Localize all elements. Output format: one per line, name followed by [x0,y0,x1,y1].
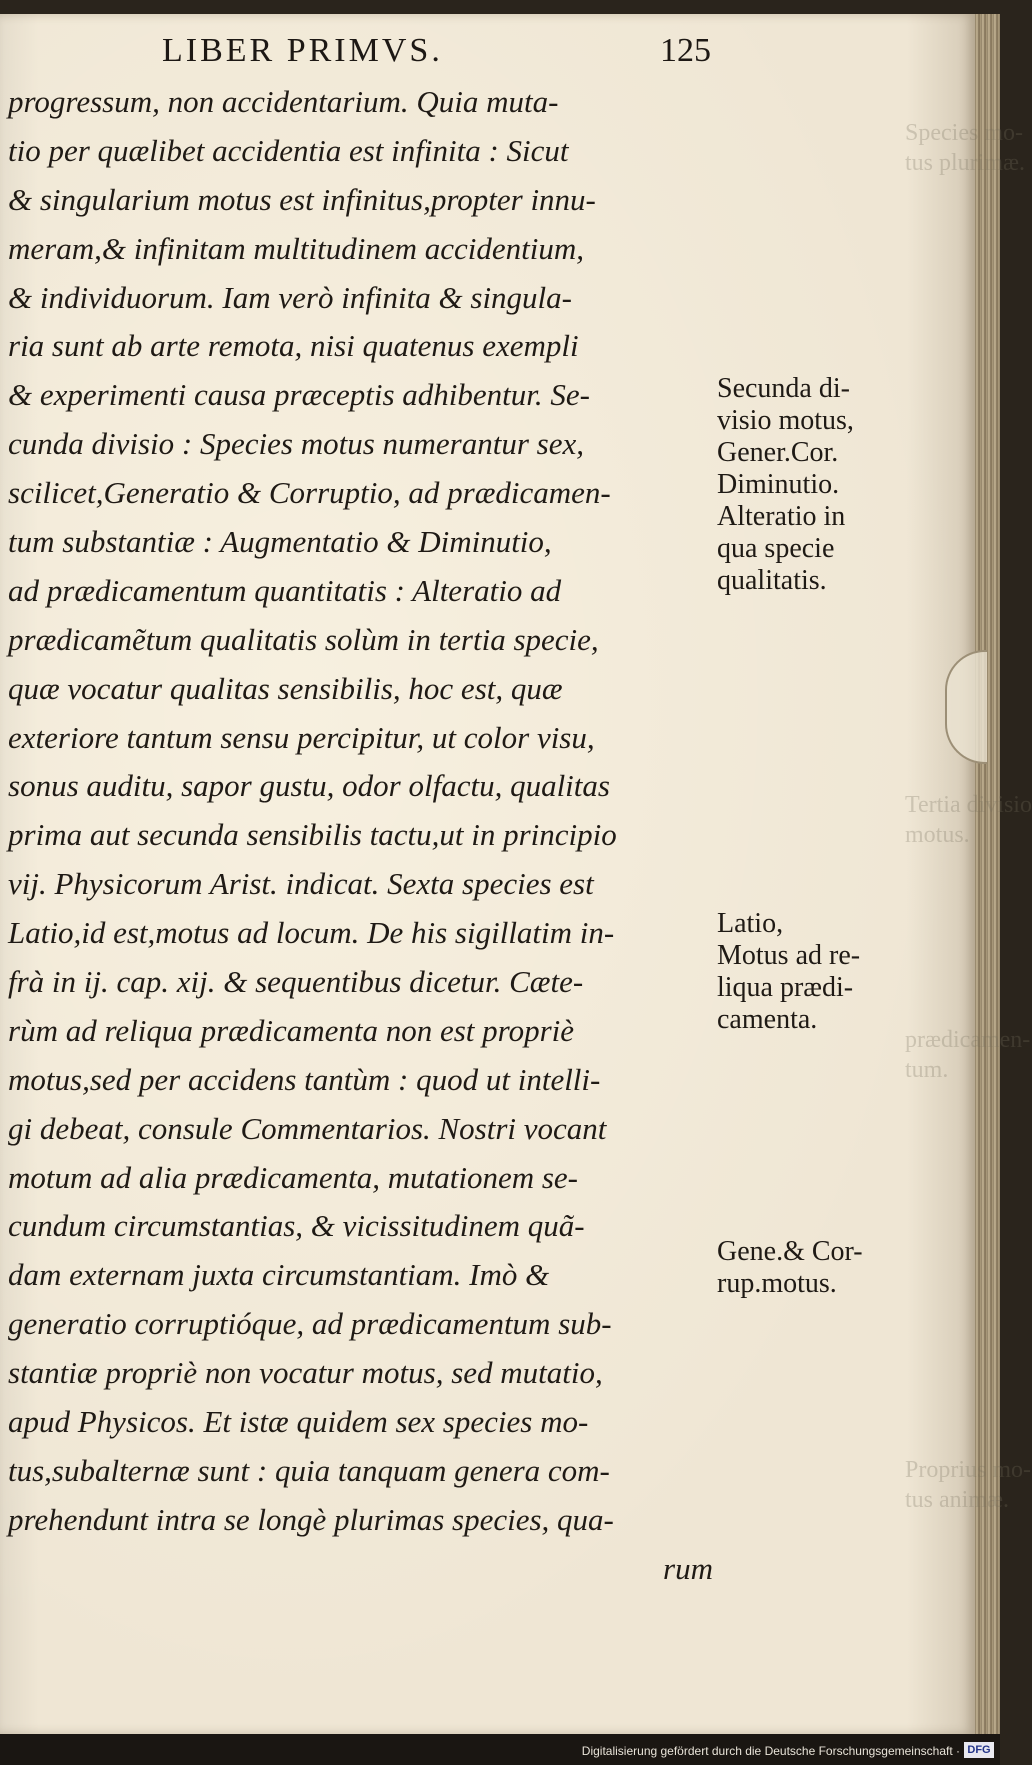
marginal-note-line: liqua prædi- [717,972,854,1003]
text-line: apud Physicos. Et istæ quidem sex species mo- [8,1404,589,1440]
page-tab-mark [945,650,987,764]
text-line: stantiæ propriè non vocatur motus, sed mutatio, [8,1355,603,1391]
text-line: tio per quælibet accidentia est infinita : Sicut [8,132,569,168]
marginal-note [717,1236,917,1300]
text-line: rùm ad reliqua prædicamenta non est propriè [8,1012,575,1048]
text-line: tum substantiæ : Augmentatio & Diminutio, [8,524,552,560]
marginal-note-line: visio motus, [717,405,854,436]
marginal-note-line: Latio, [717,908,784,939]
text-line: & experimenti causa præceptis adhibentur. Se- [8,377,591,413]
text-line: tus,subalternæ sunt : quia tanquam genera com- [8,1452,610,1488]
text-line: progressum, non accidentarium. Quia muta- [8,84,559,119]
marginal-note [717,908,917,1036]
marginal-note-line: Alteratio in [717,501,846,532]
show-through-text: Species mo- tus plurimæ. [905,120,1026,176]
text-line: frà in ij. cap. xij. & sequentibus dicetur. Cæte- [8,964,584,1000]
text-line: cundum circumstantias, & vicissitudinem quã- [8,1208,585,1244]
digitization-credit: Digitalisierung gefördert durch die Deutsche Forschungsgemeinschaft · [581,1744,960,1758]
text-line: scilicet,Generatio & Corruptio, ad prædicamen- [8,475,611,511]
text-line: vij. Physicorum Arist. indicat. Sexta species est [8,866,594,902]
text-line: gi debeat, consule Commentarios. Nostri vocant [8,1110,607,1146]
main-text-block [8,78,713,1594]
marginal-note-line: Motus ad re- [717,940,861,971]
text-line: quæ vocatur qualitas sensibilis, hoc est, quæ [8,670,563,706]
text-line: meram,& infinitam multitudinem accidentium, [8,230,585,266]
marginal-note-line: Gene.& Cor- [717,1236,863,1267]
text-line: exteriore tantum sensu percipitur, ut color visu, [8,719,595,755]
text-line: cunda divisio : Species motus numerantur sex, [8,426,584,462]
text-line: prædicamẽtum qualitatis solùm in tertia specie, [8,621,599,657]
text-line: & singularium motus est infinitus,propter innu- [8,181,596,217]
text-line: motum ad alia prædicamenta, mutationem se- [8,1159,579,1195]
text-line: Latio,id est,motus ad locum. De his sigillatim in- [8,915,615,951]
marginal-note-line: rup.motus. [717,1268,837,1299]
show-through-text: prædicamen- tum. [905,1027,1031,1083]
marginal-note [717,373,917,597]
dfg-logo: DFG [964,1742,994,1758]
text-line: motus,sed per accidens tantùm : quod ut intelli- [8,1061,601,1097]
text-line: generatio corruptióque, ad prædicamentum sub- [8,1306,612,1342]
text-line: ad prædicamentum quantitatis : Alteratio ad [8,572,562,608]
catchword: rum [663,1550,713,1586]
show-through-text: Proprius mo- tus animæ. [905,1457,1031,1513]
text-line: sonus auditu, sapor gustu, odor olfactu, qualitas [8,768,610,804]
marginal-note-line: qualitatis. [717,565,827,596]
running-head: LIBER PRIMVS. [162,32,443,69]
marginal-note-line: Diminutio. [717,469,840,500]
text-line: prehendunt intra se longè plurimas species, qua- [8,1501,614,1537]
page-header [0,32,710,82]
show-through-text: Tertia divisio motus. [905,792,1032,848]
text-line: ria sunt ab arte remota, nisi quatenus exempli [8,328,579,364]
text-line: & individuorum. Iam verò infinita & singula- [8,279,572,315]
marginal-note-line: Secunda di- [717,373,850,404]
marginal-note-line: qua specie [717,533,835,564]
text-line: dam externam juxta circumstantiam. Imò & [8,1257,550,1293]
marginal-note-line: Gener.Cor. [717,437,839,468]
marginal-note-line: camenta. [717,1004,818,1035]
page-number: 125 [660,32,711,69]
text-line: prima aut secunda sensibilis tactu,ut in principio [8,817,617,853]
